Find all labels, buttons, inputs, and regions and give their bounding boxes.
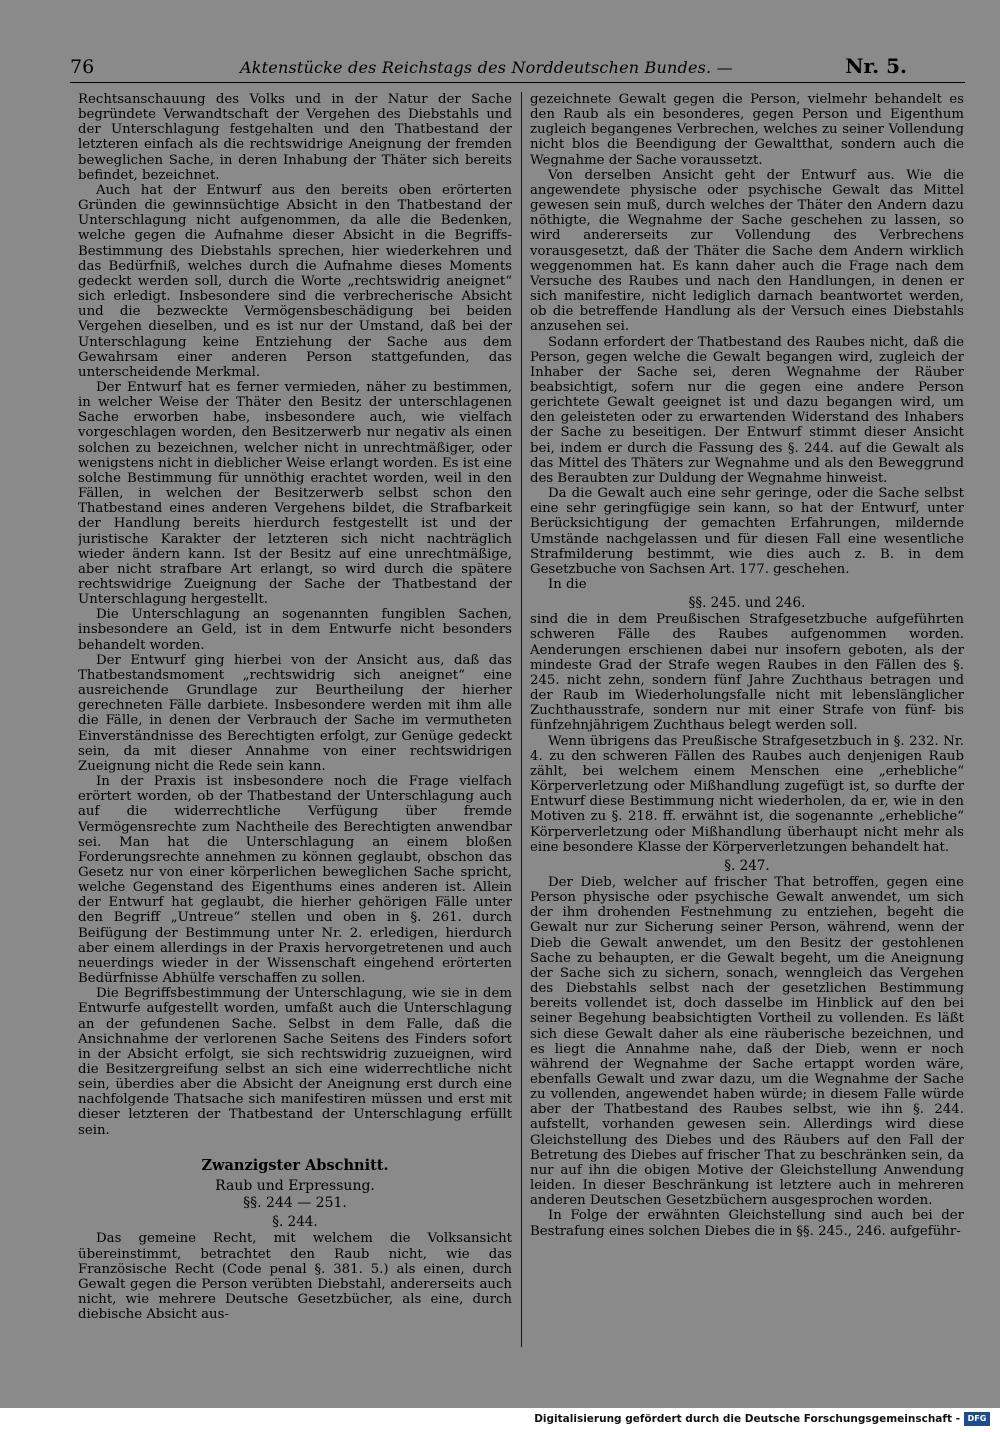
paragraph: Rechtsanschauung des Volks und in der Natur der Sache begründete Verwandtschaft der Vergehen des Diebstahls und der Unterschlagung festgehalten und den Thatbestand der letzteren einfach als die rechtswidrige Aneignung der fremden beweglichen Sache, in deren Inhabung der Thäter sich bereits befindet, bezeichnet. [78, 92, 512, 183]
paragraph: In Folge der erwähnten Gleichstellung sind auch bei der Bestrafung eines solchen Diebes die in §§. 245., 246. aufgeführ- [530, 1208, 964, 1239]
running-title: Aktenstücke des Reichstags des Norddeutschen Bundes. — [240, 58, 733, 77]
paragraph: Da die Gewalt auch eine sehr geringe, oder die Sache selbst eine sehr geringfügige sein kann, so hat der Entwurf, unter Berücksichtigung der gemachten Erfahrungen, mildernde Umstände nachgelassen und für diesen Fall eine wesentliche Strafmilderung bestimmt, wie dies auch z. B. in dem Gesetzbuche von Sachsen Art. 177. geschehen. [530, 486, 964, 577]
paragraph: Der Entwurf ging hierbei von der Ansicht aus, daß das Thatbestandsmoment „rechtswidrig sich aneignet“ eine ausreichende Grundlage zur Beurtheilung der hierher gerechneten Fälle darbiete. Insbesondere werden mit ihm alle die Fälle, in denen der Verbrauch der Sache im vermutheten Einverständnisse des Berechtigten erfolgt, zur Genüge gedeckt sein, da mit dieser Annahme von einer rechtswidrigen Zueignung nicht die Rede sein kann. [78, 652, 512, 774]
dfg-logo: DFG [964, 1412, 990, 1426]
paragraph: In die [548, 577, 587, 592]
paragraph: Sodann erfordert der Thatbestand des Raubes nicht, daß die Person, gegen welche die Gewalt begangen wird, zugleich der Inhaber der Sache sei, deren Wegnahme der Räuber beabsichtigt, sofern nur die gegen eine andere Person gerichtete Gewalt geeignet ist und dazu begangen wird, um den geleisteten oder zu erwartenden Widerstand des Inhabers der Sache zu beseitigen. Der Entwurf stimmt dieser Ansicht bei, indem er durch die Fassung des §. 244. auf die Gewalt als das Mittel des Thäters zur Wegnahme und als den Beweggrund des Beraubten zur Duldung der Wegnahme hinweist. [530, 334, 964, 486]
footer-bar [0, 1408, 1000, 1432]
document-number: Nr. 5. [845, 54, 907, 78]
paragraph: Die Unterschlagung an sogenannten fungiblen Sachen, insbesondere an Geld, ist in dem Entwurfe nicht besonders behandelt worden. [78, 607, 512, 653]
paragraph: Auch hat der Entwurf aus den bereits oben erörterten Gründen die gewinnsüchtige Absicht in den Thatbestand der Unterschlagung nicht aufgenommen, da alle die Bedenken, welche gegen die Aufnahme dieser Absicht in die Begriffs-Bestimmung des Diebstahls sprechen, hier wiederkehren und das Bedürfniß, welches durch die Aufnahme dieses Moments gedeckt werden soll, durch die Worte „rechtswidrig aneignet“ sich erledigt. Insbesondere sind die verbrecherische Absicht und die bezweckte Vermögensbeschädigung bei beiden Vergehen dieselben, und es ist nur der Umstand, daß bei der Unterschlagung keine Entziehung der Sache aus dem Gewahrsam einer anderen Person stattgefunden, das unterscheidende Merkmal. [78, 182, 512, 380]
right-column [530, 92, 964, 1347]
column-divider [521, 92, 522, 1347]
paragraph: gezeichnete Gewalt gegen die Person, vielmehr behandelt es den Raub als ein besonderes, gegen Person und Eigenthum zugleich begangenes Verbrechen, welches zu seiner Vollendung nicht blos die Beendigung der Gewaltthat, sondern auch die Wegnahme der Sache voraussetzt. [530, 92, 964, 168]
section-heading: §§. 245. und 246. [688, 595, 806, 612]
chapter-heading: Zwanzigster Abschnitt. [201, 1156, 389, 1174]
section-range: §§. 244 — 251. [243, 1195, 347, 1212]
chapter-subheading: Raub und Erpressung. [215, 1177, 375, 1194]
paragraph: Die Begriffsbestimmung der Unterschlagung, wie sie in dem Entwurfe aufgestellt worden, umfaßt auch die Unterschlagung an der gefundenen Sache. Selbst in dem Falle, daß die Ansichnahme der verlorenen Sache Seitens des Finders sofort in der Absicht erfolgt, sie sich rechtswidrig zuzueignen, wird die Besitzergreifung selbst an sich eine widerrechtliche nicht sein, überdies aber die Absicht der Aneignung erst durch eine nachfolgende Thatsache sich manifestiren müssen und erst mit dieser letzteren der Thatbestand der Unterschlagung erfüllt sein. [78, 986, 512, 1138]
funding-note: Digitalisierung gefördert durch die Deutsche Forschungsgemeinschaft - [534, 1413, 960, 1425]
left-column [78, 92, 512, 1347]
section-heading: §. 244. [272, 1214, 318, 1231]
paragraph: Wenn übrigens das Preußische Strafgesetzbuch in §. 232. Nr. 4. zu den schweren Fällen des Raubes auch denjenigen Raub zählt, bei welchem einem Menschen eine „erhebliche“ Körperverletzung oder Mißhandlung zugefügt ist, so durfte der Entwurf diese Bestimmung nicht wiederholen, da er, wie in den Motiven zu §. 218. ff. erwähnt ist, die sogenannte „erhebliche“ Körperverletzung oder Mißhandlung überhaupt nicht mehr als eine besondere Klasse der Körperverletzungen behandelt hat. [530, 733, 964, 855]
paragraph: Das gemeine Recht, mit welchem die Volksansicht übereinstimmt, betrachtet den Raub nicht, wie das Französische Recht (Code penal §. 381. 5.) als einen, durch Gewalt gegen die Person verübten Diebstahl, andererseits auch nicht, wie mehrere Deutsche Gesetzbücher, als eine, durch diebische Absicht aus- [78, 1231, 512, 1323]
section-heading: §. 247. [724, 857, 770, 874]
page-header [70, 52, 965, 83]
paragraph: Von derselben Ansicht geht der Entwurf aus. Wie die angewendete physische oder psychische Gewalt das Mittel gewesen sein muß, durch welches der Thäter den Andern dazu nöthigte, die Wegnahme der Sache geschehen zu lassen, so wird andererseits zur Vollendung des Verbrechens vorausgesetzt, daß der Thäter die Sache dem Andern wirklich weggenommen hat. Es kann daher auch die Frage nach dem Versuche des Raubes und nach den Handlungen, in denen er sich manifestire, nicht lediglich darnach beantwortet werden, ob die betreffende Handlung als der Versuch eines Diebstahls anzusehen sei. [530, 167, 964, 335]
paragraph: In der Praxis ist insbesondere noch die Frage vielfach erörtert worden, ob der Thatbestand der Unterschlagung auch auf die widerrechtliche Verfügung über fremde Vermögensrechte zum Nachtheile des Berechtigten anwendbar sei. Man hat die Unterschlagung an einem bloßen Forderungsrechte annehmen zu können geglaubt, obschon das Gesetz nur von einer körperlichen beweglichen Sache spricht, welche Gegenstand des Eigenthums eines anderen ist. Allein der Entwurf hat geglaubt, die hierher gehörigen Fälle unter den Begriff „Untreue“ stellen und oben in §. 261. durch Beifügung der Bestimmung unter Nr. 2. erledigen, hierdurch aber einem allerdings in der Praxis hervorgetretenen und auch neuerdings wieder in der Wissenschaft eingehend erörterten Bedürfnisse Abhülfe verschaffen zu sollen. [78, 774, 512, 987]
paragraph: Der Dieb, welcher auf frischer That betroffen, gegen eine Person physische oder psychische Gewalt anwendet, um sich der ihm drohenden Festnehmung zu entziehen, begeht die Gewalt nur zur Sicherung seiner Person, während, wenn der Dieb die Gewalt anwendet, um den Besitz der gestohlenen Sache zu behaupten, er die Gewalt begeht, um die Aneignung der Sache sich zu sichern, sonach, wenngleich das Vergehen des Diebstahls selbst nach der gesetzlichen Bestimmung bereits vollendet ist, doch dasselbe im Hinblick auf den bei seiner Begehung beabsichtigten Vortheil zu vollenden. Es läßt sich diese Gewalt daher als eine räuberische bezeichnen, und es liegt die Annahme nahe, daß der Dieb, wenn er noch während der Wegnahme der Sache ertappt worden wäre, ebenfalls Gewalt und zwar dazu, um die Wegnahme der Sache zu vollenden, angewendet haben würde; in diesem Falle würde aber der Thatbestand des Raubes selbst, wie ihn §. 244. aufstellt, vorhanden gewesen sein. Allerdings wird diese Gleichstellung des Diebes und des Räubers auf den Fall der Betretung des Diebes auf frischer That zu beschränken sein, da nur auf ihn die obigen Motive der Gleichstellung Anwendung leiden. In dieser Beschränkung ist letztere auch in mehreren anderen Deutschen Gesetzbüchern ausgesprochen worden. [530, 874, 964, 1209]
paragraph: Der Entwurf hat es ferner vermieden, näher zu bestimmen, in welcher Weise der Thäter den Besitz der unterschlagenen Sache erworben habe, insbesondere auch, wie vielfach vorgeschlagen worden, den Besitzerwerb nur negativ als einen solchen zu bezeichnen, welcher nicht in unrechtmäßiger, oder wenigstens nicht in dieblicher Weise erlangt worden. Es ist eine solche Bestimmung für unnöthig erachtet worden, weil in den Fällen, in welchen der Besitzerwerb selbst schon den Thatbestand eines anderen Vergehens bildet, die Strafbarkeit der Handlung bereits hierdurch festgestellt ist und der juristische Karakter der letzteren sich nicht nachträglich wieder ändern kann. Ist der Besitz auf eine unrechtmäßige, aber nicht strafbare Art erlangt, so wird durch die spätere rechtswidrige Zueignung der Sache der Thatbestand der Unterschlagung hergestellt. [78, 379, 512, 608]
page-number: 76 [70, 56, 95, 78]
paragraph: sind die in dem Preußischen Strafgesetzbuche aufgeführten schweren Fälle des Raubes aufgenommen worden. Aenderungen erschienen dabei nur insofern geboten, als der mindeste Grad der Strafe wegen Raubes in den Fällen des §. 245. nicht zehn, sondern fünf Jahre Zuchthaus betragen und der Raub im Wiederholungsfalle nicht mit lebenslänglicher Zuchthausstrafe, sondern nur mit einer Strafe von fünf- bis fünfzehnjährigem Zuchthaus belegt werden soll. [530, 612, 964, 734]
